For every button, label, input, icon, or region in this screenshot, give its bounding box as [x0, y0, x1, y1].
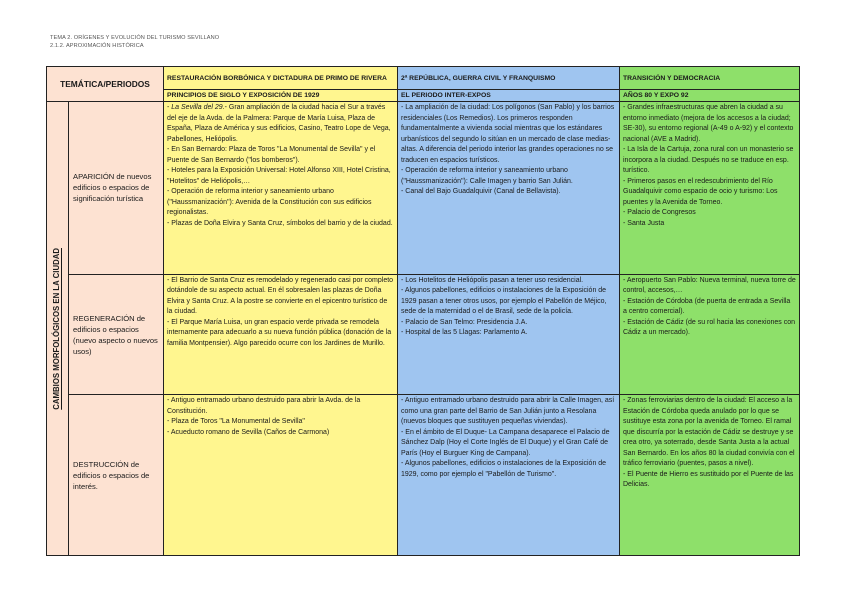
list-item: - Santa Justa: [623, 219, 665, 227]
cell-aparicion-period-3: [620, 102, 800, 275]
header-section: 2.1.2. APROXIMACIÓN HISTÓRICA: [50, 43, 144, 49]
list-item: - Palacio de San Telmo: Presidencia J.A.: [401, 318, 528, 326]
list-item: - Algunos pabellones, edificios o instalaciones de la Exposición de 1929 pasan a tener otros usos, por ejemplo el Pabellón de Méjico, sede de la maternidad o el de Brasil, sede de la policía.: [401, 287, 607, 316]
table-row: [47, 395, 800, 556]
list-item-prefix: -: [167, 104, 172, 112]
list-item-text: .- Gran ampliación de la ciudad hacia el Sur a través del eje de la Avda. de la Palmera: Parque de María Luisa, Plaza de España, Plaza de América y sus edificios, Casino, Teatro Lope de Vega, Pabellones, Heliópolis.: [167, 104, 391, 143]
list-item: - Los Hotelitos de Heliópolis pasan a tener uso residencial.: [401, 276, 584, 284]
table-row: [47, 274, 800, 394]
list-item: - Hoteles para la Exposición Universal: Hotel Alfonso XIII, Hotel Cristina, "Hotelitos" de Heliópolis,…: [167, 167, 391, 185]
periods-table: [46, 66, 800, 556]
period-3-title: TRANSICIÓN Y DEMOCRACIA: [620, 67, 800, 90]
list-item: - Operación de reforma interior y saneamiento urbano ("Haussmanización"): Calle Imagen y barrio San Julián.: [401, 167, 573, 185]
period-1-title: RESTAURACIÓN BORBÓNICA Y DICTADURA DE PRIMO DE RIVERA: [164, 67, 398, 90]
cell-destruccion-period-3: [620, 395, 800, 556]
list-item: - En San Bernardo: Plaza de Toros "La Monumental de Sevilla" y el Puente de San Bernardo ("los bomberos").: [167, 146, 376, 164]
group-label: CAMBIOS MORFOLÓGICOS EN LA CIUDAD: [52, 247, 62, 410]
document-header: [50, 34, 219, 50]
period-1-subtitle: PRINCIPIOS DE SIGLO Y EXPOSICIÓN DE 1929: [164, 90, 398, 102]
period-2-subtitle: EL PERIODO INTER-EXPOS: [398, 90, 620, 102]
list-item: - Antiguo entramado urbano destruido para abrir la Avda. de la Constitución.: [167, 397, 361, 415]
list-item: - Primeros pasos en el redescubrimiento del Río Guadalquivir como espacio de ocio y turismo: Los puentes y la Avenida de Torneo.: [623, 177, 778, 206]
cell-regeneracion-period-2: [398, 274, 620, 394]
list-item: - Estación de Córdoba (de puerta de entrada a Sevilla a centro comercial).: [623, 297, 791, 316]
list-item: - Plazas de Doña Elvira y Santa Cruz, símbolos del barrio y de la ciudad.: [167, 219, 393, 227]
list-item: [167, 103, 394, 145]
row-label-regeneracion: REGENERACIÓN de edificios o espacios (nuevo aspecto o nuevos usos): [69, 274, 164, 394]
cell-aparicion-period-1: [164, 102, 398, 275]
list-item: - Aeropuerto San Pablo: Nueva terminal, nueva torre de control, accesos,…: [623, 276, 796, 295]
cell-regeneracion-period-3: [620, 274, 800, 394]
table-row: [47, 102, 800, 275]
list-item: - Antiguo entramado urbano destruido para abrir la Calle Imagen, así como una gran parte del Barrio de San Julián junto a Resolana (nuevos bloques que sustituyen pequeñas viviendas).: [401, 397, 615, 426]
header-topic: TEMA 2. ORÍGENES Y EVOLUCIÓN DEL TURISMO SEVILLANO: [50, 35, 220, 41]
cell-destruccion-period-2: [398, 395, 620, 556]
list-item: - Algunos pabellones, edificios o instalaciones de la Exposición de 1929, como por ejemplo el "Pabellón de Turismo".: [401, 460, 607, 478]
list-item: - Operación de reforma interior y saneamiento urbano ("Haussmanización"): Avenida de la Constitución con sus edificios regionalistas.: [167, 188, 372, 217]
group-label-cell: [47, 102, 69, 556]
list-item: - La ampliación de la ciudad: Los polígonos (San Pablo) y los barrios residenciales (Los Remedios). Los primeros responden fundamentalmente a vivienda social mientras que los estándares urbanísticos del segundo lo sitúan en un mercado de clase medias-altas. A diferencia del periodo interior las grandes operaciones no se traducen en espacios turísticos.: [401, 104, 615, 164]
list-item: - Grandes infraestructuras que abren la ciudad a su entorno inmediato (mejora de los accesos a la ciudad; SE-30), su entorno regional (A-49 o A-92) y el contexto nacional (AVE a Madrid).: [623, 104, 794, 143]
list-item: - Estación de Cádiz (de su rol hacia las conexiones con Cádiz a un mercado).: [623, 318, 795, 337]
list-item: - El Barrio de Santa Cruz es remodelado y regenerado casi por completo dotándole de su aspecto actual. En él sobresalen las plazas de Doña Elvira y Santa Cruz. A la postre se convierte en el epicentro turístico de la ciudad.: [167, 276, 394, 316]
list-item: - El Parque María Luisa, un gran espacio verde privada se remodela internamente para adecuarlo a su nueva función pública (donación de la familia Montpensier). Algo parecido ocurre con los Jardines de Murillo.: [167, 318, 392, 347]
period-2-title: 2ª REPÚBLICA, GUERRA CIVIL Y FRANQUISMO: [398, 67, 620, 90]
cell-regeneracion-period-1: [164, 274, 398, 394]
period-title-row: [47, 67, 800, 90]
period-3-subtitle: AÑOS 80 Y EXPO 92: [620, 90, 800, 102]
list-item: - Plaza de Toros "La Monumental de Sevilla": [167, 418, 305, 426]
row-label-destruccion: DESTRUCCIÓN de edificios o espacios de interés.: [69, 395, 164, 556]
row-label-aparicion: APARICIÓN de nuevos edificios o espacios de significación turística: [69, 102, 164, 275]
cell-aparicion-period-2: [398, 102, 620, 275]
list-item: - Palacio de Congresos: [623, 209, 696, 217]
cell-destruccion-period-1: [164, 395, 398, 556]
list-item: - Canal del Bajo Guadalquivir (Canal de Bellavista).: [401, 188, 561, 196]
list-item: - Zonas ferroviarias dentro de la ciudad: El acceso a la Estación de Córdoba queda anulado por lo que se sustituye esta zona por la avenida de Torneo. El ramal que discurría por la estación de Cádiz se destruye y se crea otro, ya soterrado, desde Santa Justa a la actual San Bernardo. En los años 80 la ciudad convivía con el tráfico ferroviario (puentes, pasos a nivel).: [623, 397, 795, 468]
list-item: - El Puente de Hierro es sustituido por el Puente de las Delicias.: [623, 470, 794, 489]
tematica-periodos-header: TEMÁTICA/PERIODOS: [47, 67, 164, 102]
list-item: - En el ámbito de El Duque- La Campana desaparece el Palacio de Sánchez Dalp (Hoy el Corte Inglés de El Duque) y el Gran Café de París (Hoy el Burguer King de Campana).: [401, 428, 610, 457]
list-item: - La Isla de la Cartuja, zona rural con un monasterio se incorpora a la ciudad. Después no se traduce en esp. turístico.: [623, 146, 794, 175]
list-item-italic: La Sevilla del 29: [171, 104, 223, 112]
list-item: - Acueducto romano de Sevilla (Caños de Carmona): [167, 428, 330, 436]
list-item: - Hospital de las 5 Llagas: Parlamento A.: [401, 329, 528, 337]
